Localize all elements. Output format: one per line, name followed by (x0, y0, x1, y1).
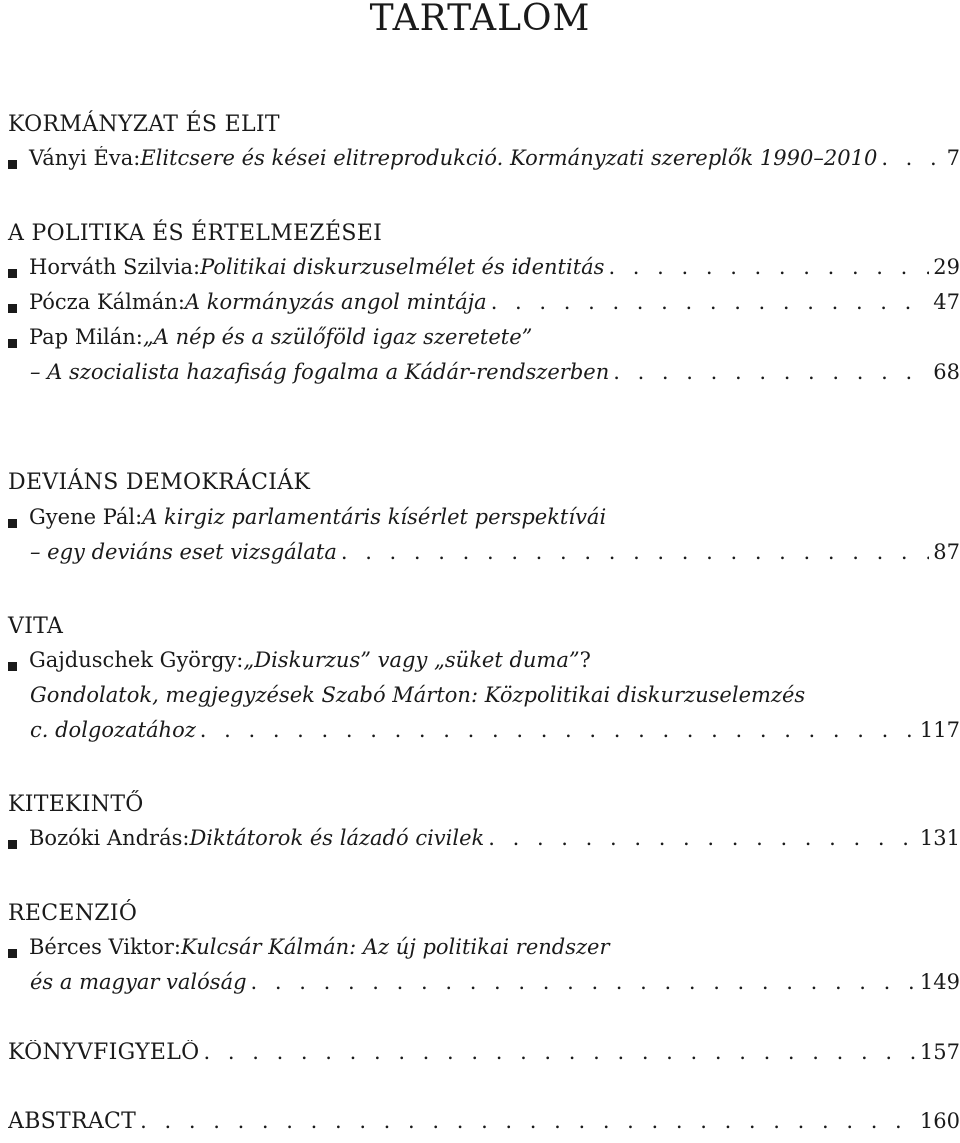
dot-leader (877, 146, 942, 170)
page-number: 117 (919, 718, 960, 742)
bullet-icon (8, 160, 17, 169)
toc-entry-konyvfigyelo[interactable] (8, 1040, 960, 1074)
entry-title-line3: c. dolgozatához (30, 718, 196, 742)
entry-author: Pócza Kálmán: (29, 290, 185, 314)
entry-author: Horváth Szilvia: (29, 255, 201, 279)
bullet-icon (8, 662, 17, 671)
toc-entry-gyene-continued[interactable] (30, 540, 960, 574)
bullet-icon (8, 269, 17, 278)
toc-entry-berces[interactable] (8, 935, 960, 969)
toc-entry-pap-continued[interactable] (30, 360, 960, 394)
entry-title-line1: Kulcsár Kálmán: Az új politikai rendszer (180, 935, 610, 959)
dot-leader (247, 970, 916, 994)
entry-title: Diktátorok és lázadó civilek (189, 826, 485, 850)
entry-author: Ványi Éva: (29, 146, 141, 170)
section-heading-recenzio: RECENZIÓ (8, 901, 138, 926)
dot-leader (487, 290, 930, 314)
bullet-icon (8, 519, 17, 528)
entry-title-line1: „A nép és a szülőföld igaz szeretete” (142, 325, 533, 349)
bullet-icon (8, 304, 17, 313)
dot-leader (337, 540, 929, 564)
toc-entry-bozoki[interactable] (8, 826, 960, 860)
entry-title: Politikai diskurzuselmélet és identitás (200, 255, 605, 279)
entry-title: A kormányzás angol mintája (184, 290, 487, 314)
page-number: 149 (919, 970, 960, 994)
page-number: 47 (933, 290, 960, 314)
page-number: 87 (933, 540, 960, 564)
page-number: 157 (919, 1040, 960, 1064)
bullet-icon (8, 339, 17, 348)
dot-leader (196, 718, 916, 742)
entry-author: Bozóki András: (29, 826, 190, 850)
dot-leader (609, 360, 929, 384)
toc-entry-abstract[interactable] (8, 1109, 960, 1143)
toc-entry-gajduschek-line3[interactable] (30, 718, 960, 752)
section-heading-kitekinto: KITEKINTŐ (8, 792, 144, 817)
dot-leader (136, 1109, 916, 1133)
toc-entry-vanyi[interactable] (8, 146, 960, 180)
page-number: 68 (933, 360, 960, 384)
toc-entry-pap[interactable] (8, 325, 960, 359)
dot-leader (604, 255, 929, 279)
section-heading-vita: VITA (8, 614, 64, 639)
toc-entry-gyene[interactable] (8, 505, 960, 539)
entry-title-punctuation: ? (579, 648, 591, 672)
toc-entry-gajduschek[interactable] (8, 648, 960, 682)
entry-title-line2: és a magyar valóság (30, 970, 247, 994)
dot-leader (484, 826, 916, 850)
entry-author: Gyene Pál: (29, 505, 143, 529)
section-heading-abstract: ABSTRACT (8, 1109, 137, 1134)
page-number: 7 (946, 146, 960, 170)
page-number: 160 (919, 1109, 960, 1133)
entry-title: Elitcsere és kései elitreprodukció. Kormányzati szereplők 1990–2010 (140, 146, 878, 170)
entry-title-line2: – A szocialista hazafiság fogalma a Kádár-rendszerben (30, 360, 610, 384)
page-title: TARTALOM (369, 0, 591, 39)
bullet-icon (8, 840, 17, 849)
toc-entry-gajduschek-line2[interactable] (30, 683, 960, 717)
section-heading-politika: A POLITIKA ÉS ÉRTELMEZÉSEI (8, 221, 383, 246)
toc-entry-pocza[interactable] (8, 290, 960, 324)
entry-title-line1: A kirgiz parlamentáris kísérlet perspektívái (142, 505, 607, 529)
section-heading-devians: DEVIÁNS DEMOKRÁCIÁK (8, 470, 311, 495)
entry-author: Bérces Viktor: (29, 935, 181, 959)
entry-author: Pap Milán: (29, 325, 143, 349)
toc-entry-berces-continued[interactable] (30, 970, 960, 1004)
entry-title-line2: – egy deviáns eset vizsgálata (30, 540, 337, 564)
dot-leader (200, 1040, 916, 1064)
toc-entry-horvath[interactable] (8, 255, 960, 289)
entry-title-line1: „Diskurzus” vagy „süket duma” (243, 648, 580, 672)
bullet-icon (8, 949, 17, 958)
section-heading-konyvfigyelo: KÖNYVFIGYELŐ (8, 1040, 200, 1065)
entry-title-line2: Gondolatok, megjegyzések Szabó Márton: Közpolitikai diskurzuselemzés (30, 683, 806, 707)
section-heading-kormanyzat: KORMÁNYZAT ÉS ELIT (8, 112, 280, 137)
entry-author: Gajduschek György: (29, 648, 244, 672)
page-number: 29 (933, 255, 960, 279)
page-number: 131 (919, 826, 960, 850)
